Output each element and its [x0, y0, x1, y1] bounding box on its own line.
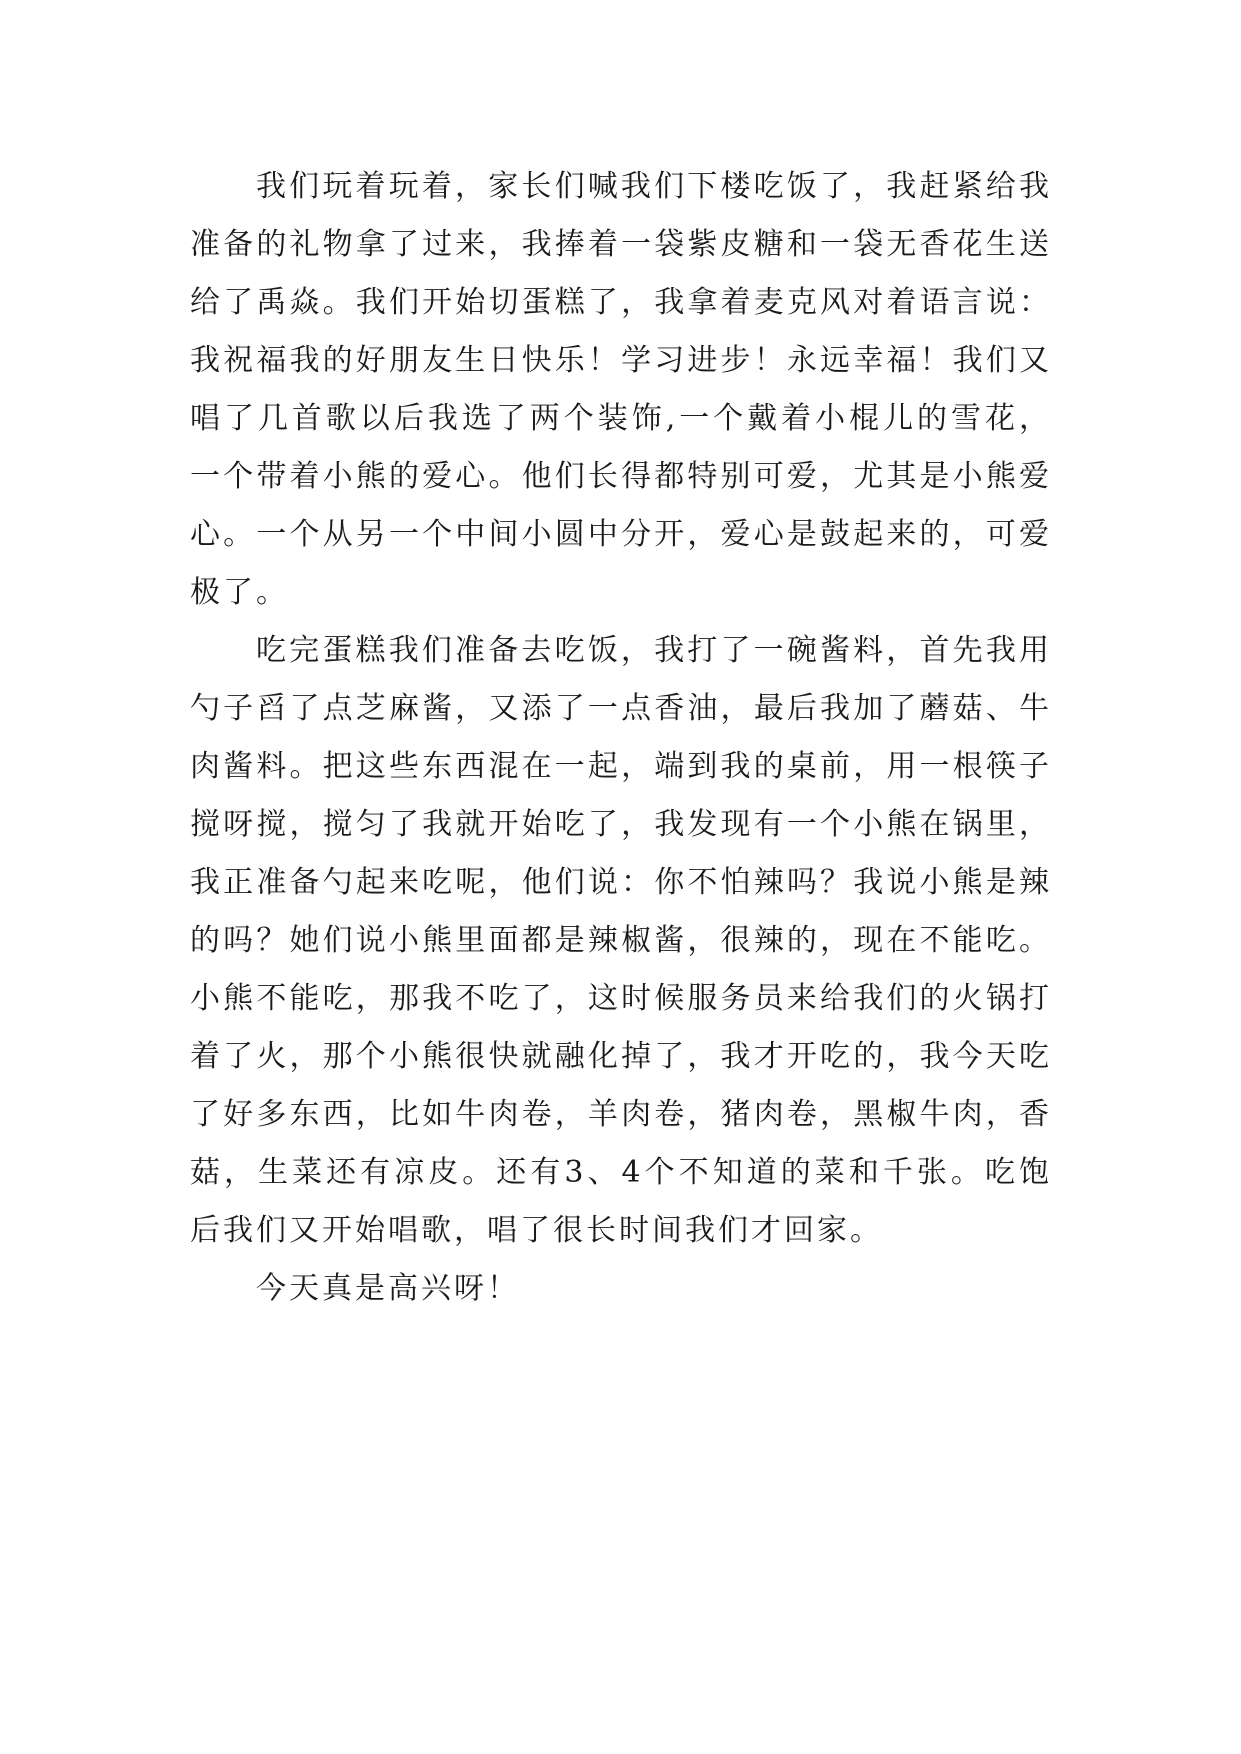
paragraph: 今天真是高兴呀！ [256, 1271, 520, 1306]
document-body [190, 158, 1052, 1318]
paragraph: 吃完蛋糕我们准备去吃饭，我打了一碗酱料，首先我用勺子舀了点芝麻酱，又添了一点香油，最后我加了蘑菇、牛肉酱料。把这些东西混在一起，端到我的桌前，用一根筷子搅呀搅，搅匀了我就开始吃了，我发现有一个小熊在锅里，我正准备勺起来吃呢，他们说：你不怕辣吗？我说小熊是辣的吗？她们说小熊里面都是辣椒酱，很辣的，现在不能吃。小熊不能吃，那我不吃了，这时候服务员来给我们的火锅打着了火，那个小熊很快就融化掉了，我才开吃的，我今天吃了好多东西，比如牛肉卷，羊肉卷，猪肉卷，黑椒牛肉，香菇，生菜还有凉皮。还有3、4个不知道的菜和千张。吃饱后我们又开始唱歌，唱了很长时间我们才回家。 [190, 633, 1052, 1248]
paragraph: 我们玩着玩着，家长们喊我们下楼吃饭了，我赶紧给我准备的礼物拿了过来，我捧着一袋紫皮糖和一袋无香花生送给了禹焱。我们开始切蛋糕了，我拿着麦克风对着语言说：我祝福我的好朋友生日快乐！学习进步！永远幸福！我们又唱了几首歌以后我选了两个装饰,一个戴着小棍儿的雪花，一个带着小熊的爱心。他们长得都特别可爱，尤其是小熊爱心。一个从另一个中间小圆中分开，爱心是鼓起来的，可爱极了。 [190, 169, 1052, 610]
